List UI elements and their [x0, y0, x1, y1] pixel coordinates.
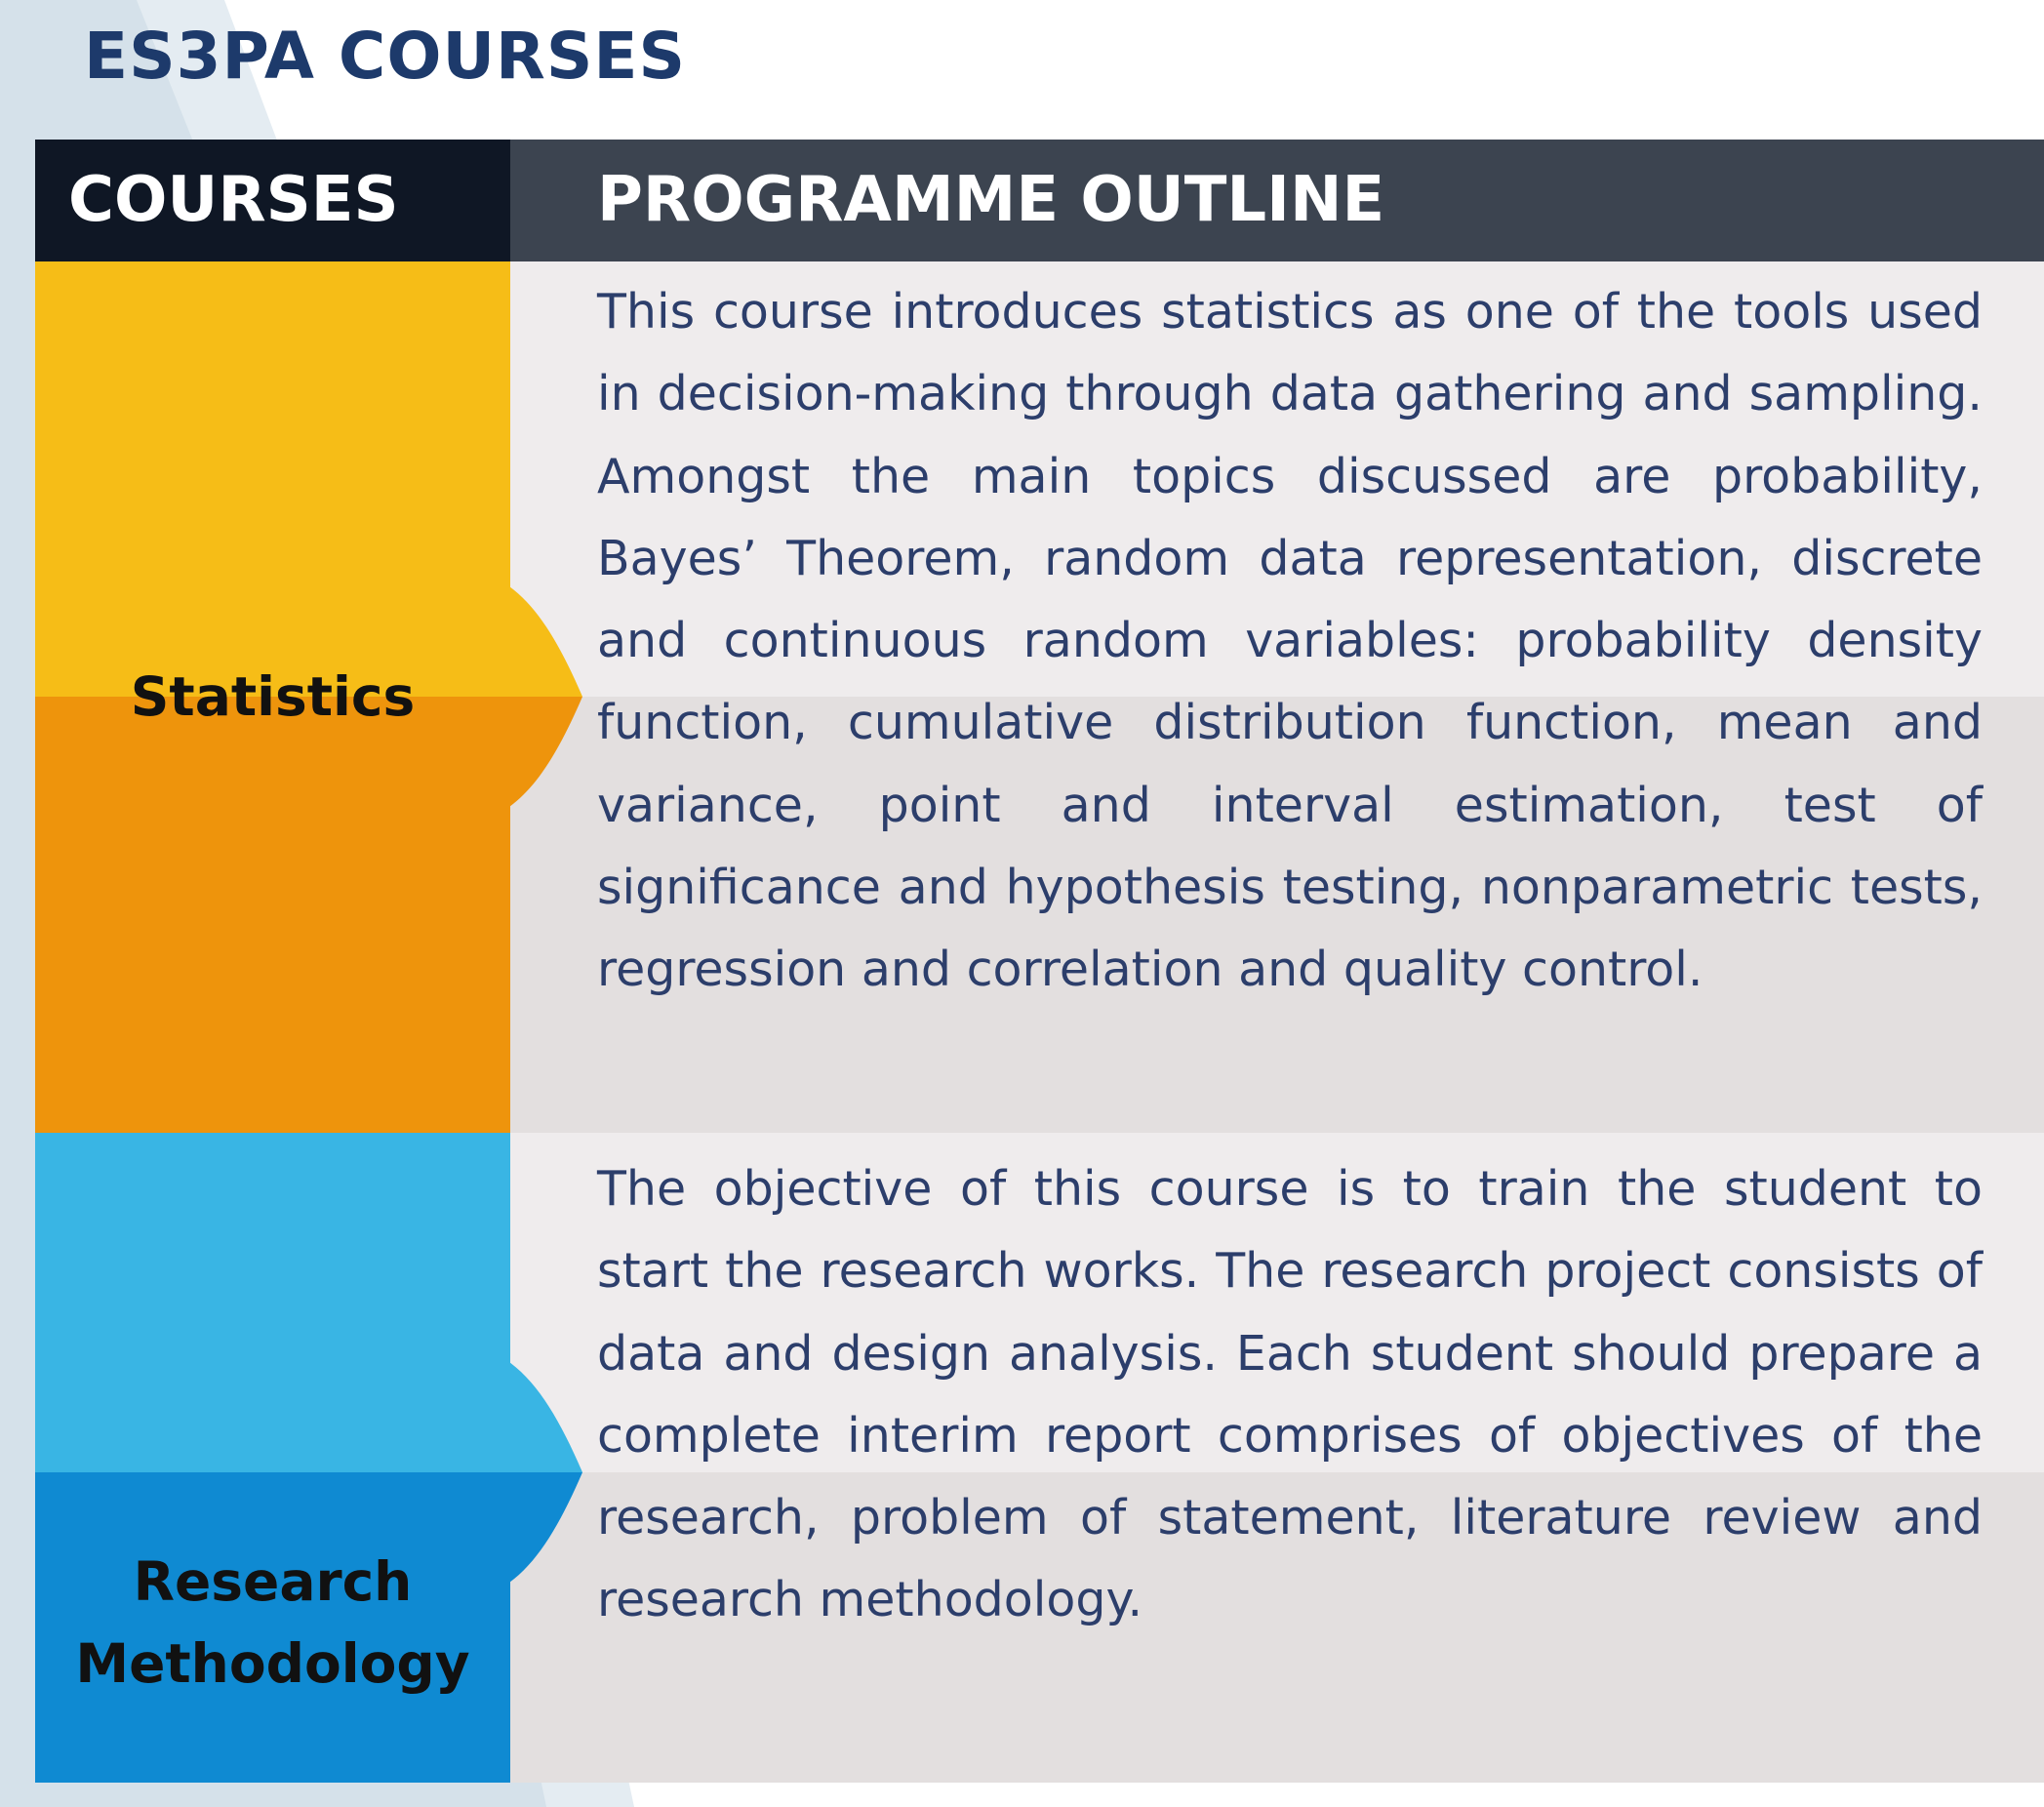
outline-statistics: This course introduces statistics as one of the tools used in decision-making through data gathering and sampling. Amongst the main topics discussed are probability, Bayes’ Theorem, random data representation, discrete and continuous random variables: probability density function, cumulative distribution function, mean and variance, point and interval estimation, test of significance and hypothesis testing, nonparametric tests, regression and correlation and quality control. [597, 284, 1983, 998]
course-row-research-methodology [35, 1133, 2044, 1783]
course-band-top [35, 261, 510, 697]
course-band-top [35, 1133, 510, 1472]
course-row-statistics [35, 261, 2044, 1133]
course-name-research-methodology [35, 1541, 510, 1705]
arrow-tab-research-methodology [509, 1362, 587, 1583]
page-title: ES3PA COURSES [84, 19, 687, 94]
course-name-line: Methodology [75, 1632, 470, 1695]
course-band-bottom [35, 697, 510, 1133]
arrow-tab-statistics [509, 586, 587, 807]
course-name-line: Statistics [130, 665, 416, 728]
course-name-statistics [35, 656, 510, 738]
header-courses: COURSES [35, 140, 510, 261]
outline-research-methodology: The objective of this course is to train the student to start the research works. The research project consists of data and design analysis. Each student should prepare a complete interim report comprises of objectives of the research, problem of statement, literature review and research methodology. [597, 1161, 1983, 1628]
header-programme-outline: PROGRAMME OUTLINE [510, 140, 2044, 261]
course-name-line: Research [133, 1550, 413, 1613]
courses-table [35, 140, 2044, 1783]
